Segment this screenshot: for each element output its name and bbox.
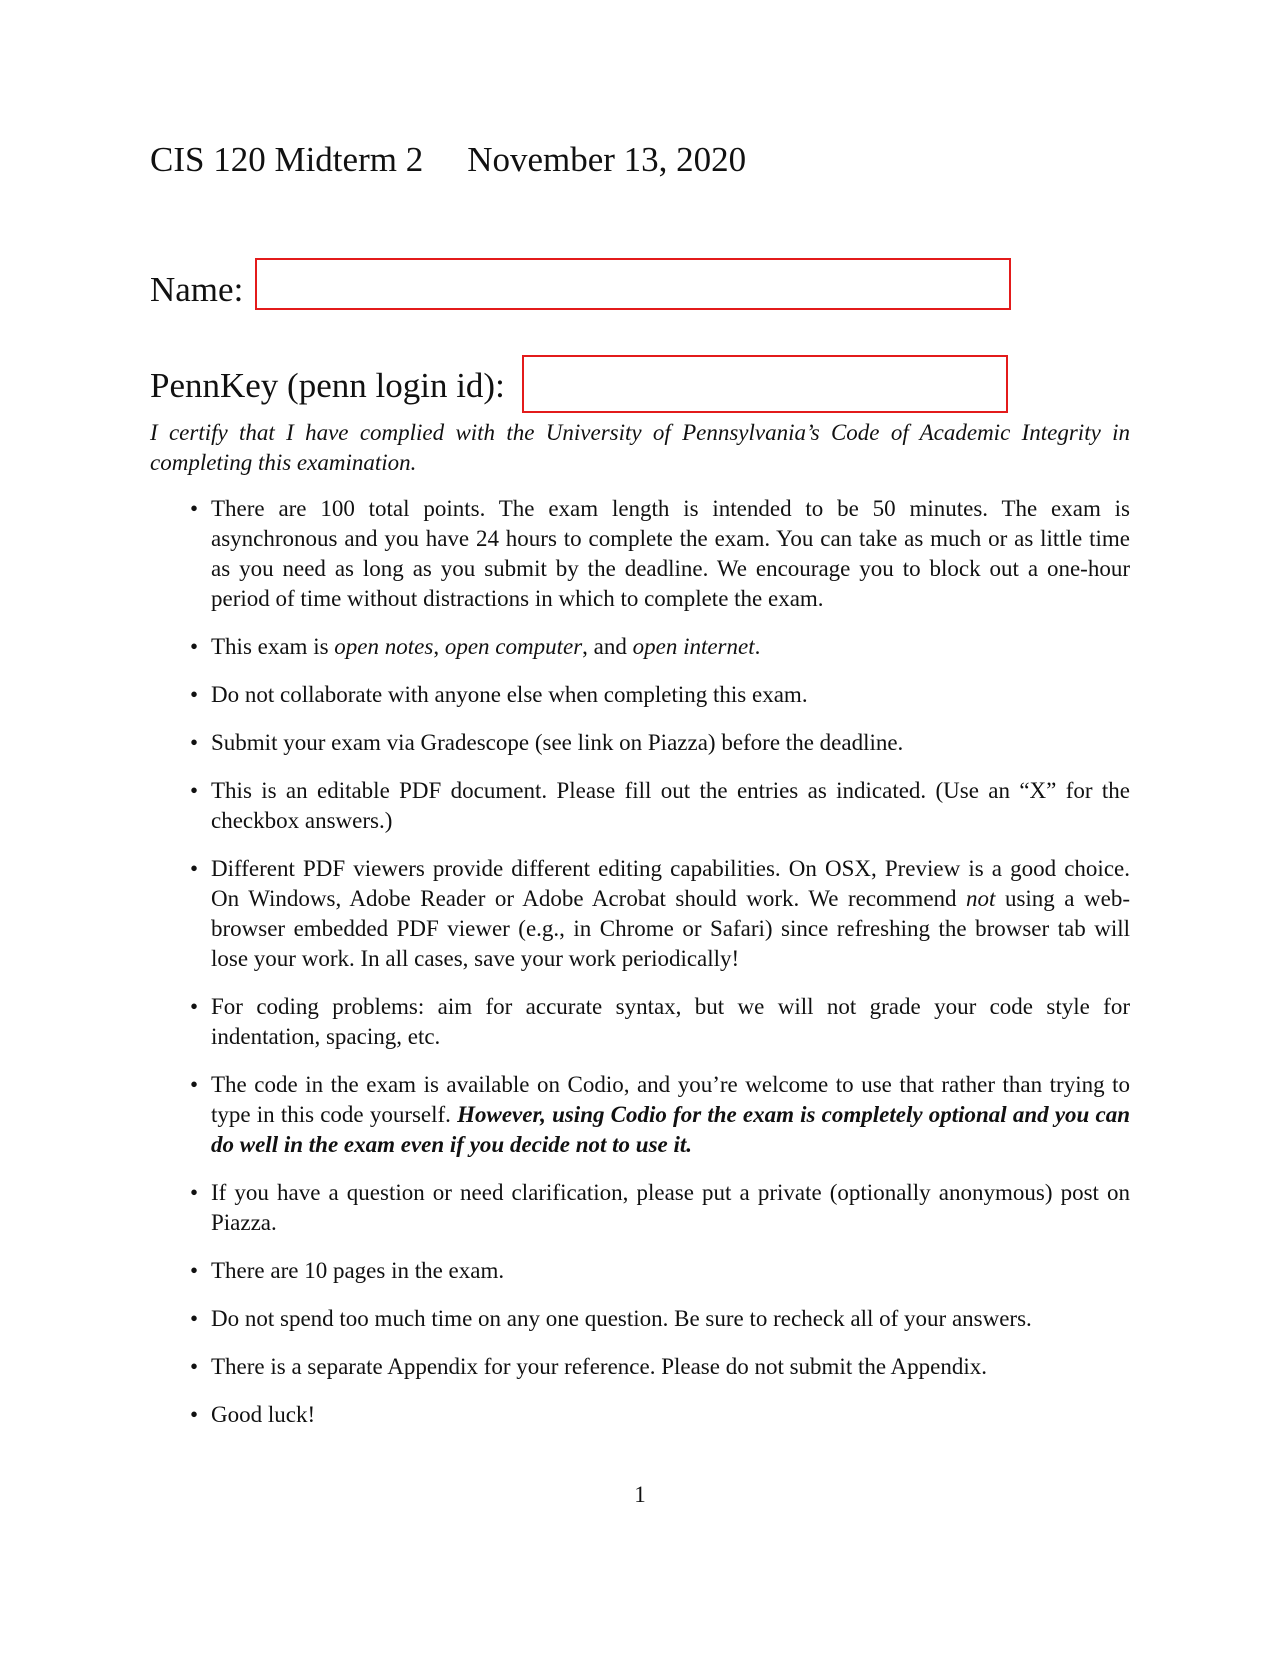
instruction-text: There is a separate Appendix for your reference. Please do not submit the Appendix. [211,1354,988,1379]
bullet-icon: • [190,1402,199,1427]
bullet-icon: • [190,994,199,1019]
list-item [190,632,1130,662]
bullet-icon: • [190,1258,199,1283]
instruction-text: This exam is open notes, open computer, and open internet. [211,634,761,659]
bullet-icon: • [190,682,199,707]
list-item [190,854,1130,974]
pennkey-input[interactable] [522,355,1008,413]
instruction-text: There are 10 pages in the exam. [211,1258,505,1283]
instruction-text: Good luck! [211,1402,316,1427]
list-item [190,1352,1130,1382]
pennkey-field-row [150,366,505,406]
academic-integrity-statement: I certify that I have complied with the University of Pennsylvania’s Code of Academic Integrity in completing this examination. [150,420,1130,475]
instruction-text: Submit your exam via Gradescope (see link on Piazza) before the deadline. [211,730,904,755]
list-item [190,1304,1130,1334]
instruction-text: Different PDF viewers provide different editing capabilities. On OSX, Preview is a good choice. On Windows, Adobe Reader or Adobe Acrobat should work. We recommend not using a web-browser embedded PDF viewer (e.g., in Chrome or Safari) since refreshing the browser tab will lose your work. In all cases, save your work periodically! [211,856,1130,971]
name-field-row [150,270,243,310]
bullet-icon: • [190,730,199,755]
page-number: 1 [634,1482,646,1507]
list-item [190,776,1130,836]
bullet-icon: • [190,1306,199,1331]
name-label: Name: [150,270,244,309]
instructions-list [190,494,1130,1448]
bullet-icon: • [190,856,199,881]
course-title: CIS 120 Midterm 2 [150,140,424,179]
bullet-icon: • [190,1072,199,1097]
name-input[interactable] [255,258,1011,310]
bullet-icon: • [190,496,199,521]
list-item [190,494,1130,614]
list-item [190,680,1130,710]
list-item [190,1178,1130,1238]
instruction-text: The code in the exam is available on Codio, and you’re welcome to use that rather than trying to type in this code yourself. However, using Codio for the exam is completely optional and you can do well in the exam even if you decide not to use it. [211,1072,1130,1157]
bullet-icon: • [190,1354,199,1379]
list-item [190,1400,1130,1430]
pennkey-label: PennKey (penn login id): [150,366,505,405]
exam-date: November 13, 2020 [467,140,747,179]
list-item [190,728,1130,758]
instruction-text: There are 100 total points. The exam length is intended to be 50 minutes. The exam is asynchronous and you have 24 hours to complete the exam. You can take as much or as little time as you need as long as you submit by the deadline. We encourage you to block out a one-hour period of time without distractions in which to complete the exam. [211,496,1130,611]
instruction-text: Do not collaborate with anyone else when completing this exam. [211,682,808,707]
exam-header [150,140,746,180]
bullet-icon: • [190,634,199,659]
list-item [190,992,1130,1052]
bullet-icon: • [190,1180,199,1205]
instruction-text: For coding problems: aim for accurate syntax, but we will not grade your code style for indentation, spacing, etc. [211,994,1130,1049]
instruction-text: This is an editable PDF document. Please fill out the entries as indicated. (Use an “X” for the checkbox answers.) [211,778,1130,833]
instruction-text: Do not spend too much time on any one question. Be sure to recheck all of your answers. [211,1306,1032,1331]
instruction-text: If you have a question or need clarification, please put a private (optionally anonymous) post on Piazza. [211,1180,1130,1235]
bullet-icon: • [190,778,199,803]
list-item [190,1070,1130,1160]
list-item [190,1256,1130,1286]
